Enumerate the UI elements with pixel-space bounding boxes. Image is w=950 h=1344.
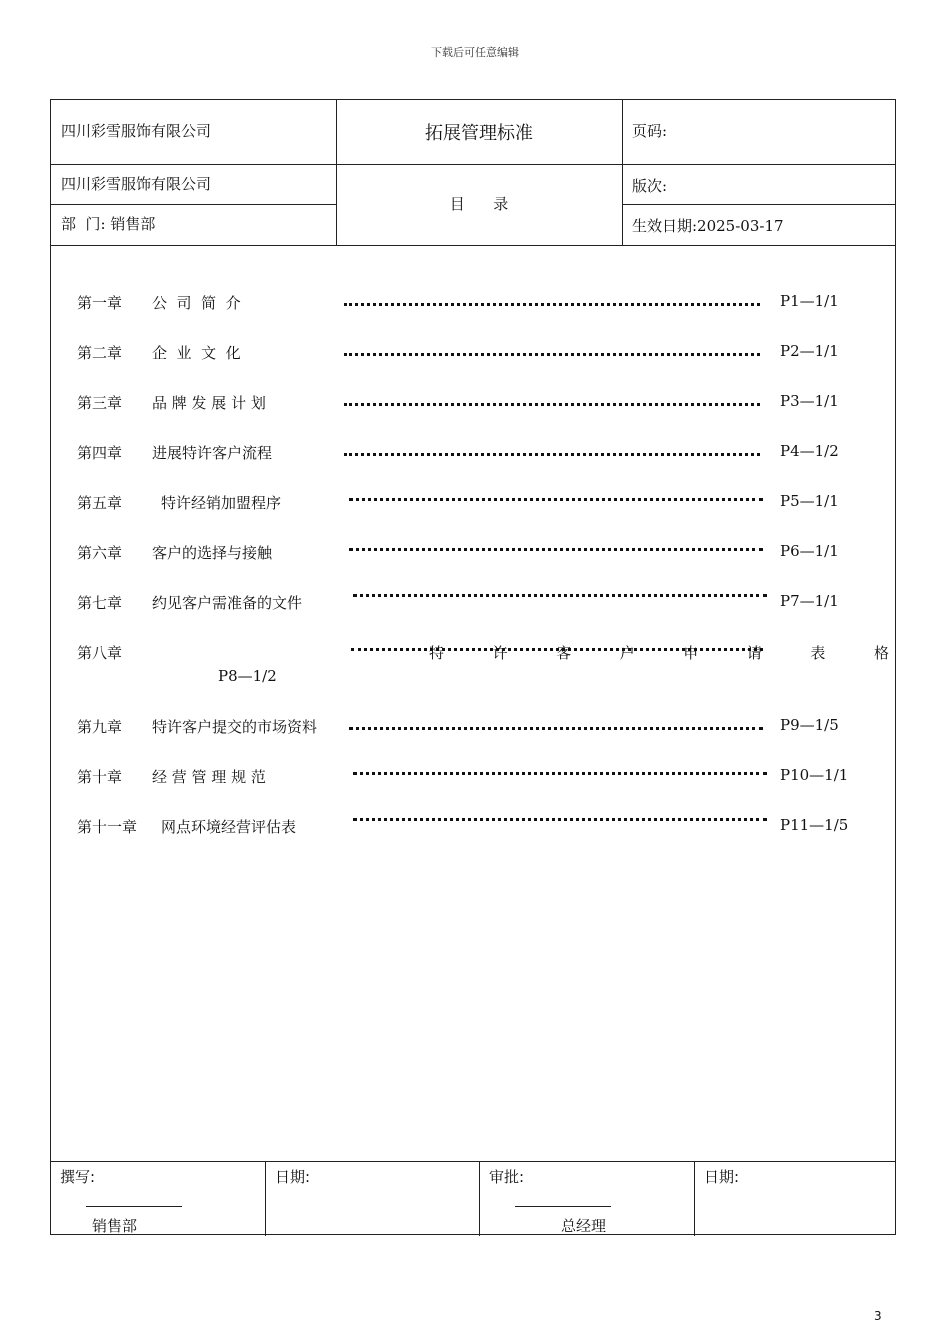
- signoff-table: [51, 1161, 895, 1236]
- toc-entry[interactable]: [51, 766, 895, 790]
- page-ref: P7—1/1: [780, 592, 839, 610]
- company-name-2: 四川彩雪服饰有限公司: [61, 175, 212, 193]
- version-label: 版次:: [632, 177, 668, 195]
- toc-entry[interactable]: [51, 342, 895, 366]
- page-ref: P10—1/1: [780, 766, 849, 784]
- chapter-number: 第十一章: [77, 818, 138, 836]
- page-ref: P6—1/1: [780, 542, 839, 560]
- effective-date: 生效日期:2025-03-17: [632, 217, 784, 235]
- page-number: 3: [874, 1309, 882, 1323]
- dot-leader: [353, 818, 767, 821]
- chapter-title: 网点环境经营评估表: [161, 818, 297, 836]
- dot-leader: [349, 548, 763, 551]
- document-title: 拓展管理标准: [425, 123, 533, 144]
- dot-leader: [344, 353, 760, 356]
- chapter-number: 第九章: [77, 718, 123, 736]
- chapter-number: 第四章: [77, 444, 123, 462]
- divider: [622, 204, 895, 205]
- chapter-title: 公 司 简 介: [152, 294, 241, 312]
- chapter-title: 企 业 文 化: [152, 344, 241, 362]
- page-ref: P8—1/2: [218, 667, 277, 685]
- toc-entry[interactable]: [51, 442, 895, 466]
- dot-leader: [344, 403, 760, 406]
- toc-entry[interactable]: [51, 542, 895, 566]
- chapter-number: 第一章: [77, 294, 123, 312]
- company-name: 四川彩雪服饰有限公司: [61, 122, 212, 140]
- header-table: [51, 100, 895, 246]
- toc-entry[interactable]: [51, 642, 895, 690]
- toc-heading: 目 录: [449, 195, 509, 213]
- dot-leader: [353, 594, 767, 597]
- page-ref: P1—1/1: [780, 292, 839, 310]
- chapter-title: 特 许 客 户 申 请 表 格: [429, 644, 889, 662]
- page-ref: P9—1/5: [780, 716, 839, 734]
- writer-label: 撰写:: [60, 1168, 96, 1186]
- toc-entry[interactable]: [51, 816, 895, 840]
- date-label: 日期:: [704, 1168, 740, 1186]
- chapter-title: 特许经销加盟程序: [161, 494, 282, 512]
- chapter-number: 第三章: [77, 394, 123, 412]
- dot-leader: [344, 303, 760, 306]
- signature-line: [86, 1206, 182, 1207]
- divider: [51, 164, 895, 165]
- toc-entry[interactable]: [51, 716, 895, 740]
- approver-label: 审批:: [489, 1168, 525, 1186]
- chapter-title: 品 牌 发 展 计 划: [152, 394, 266, 412]
- chapter-number: 第六章: [77, 544, 123, 562]
- chapter-number: 第五章: [77, 494, 123, 512]
- page-ref: P11—1/5: [780, 816, 849, 834]
- chapter-title: 客户的选择与接触: [152, 544, 273, 562]
- divider: [694, 1162, 695, 1236]
- toc-entry[interactable]: [51, 592, 895, 616]
- chapter-number: 第八章: [77, 644, 123, 662]
- signature-line: [515, 1206, 611, 1207]
- chapter-title: 进展特许客户流程: [152, 444, 273, 462]
- chapter-title: 经 营 管 理 规 范: [152, 768, 266, 786]
- toc-entry[interactable]: [51, 392, 895, 416]
- chapter-title: 特许客户提交的市场资料: [152, 718, 318, 736]
- chapter-number: 第十章: [77, 768, 123, 786]
- page-ref: P3—1/1: [780, 392, 839, 410]
- page-label: 页码:: [632, 122, 668, 140]
- divider: [51, 204, 336, 205]
- chapter-title: 约见客户需准备的文件: [152, 594, 303, 612]
- approver-signature: 总经理: [561, 1217, 607, 1235]
- toc-entry[interactable]: [51, 292, 895, 316]
- divider: [265, 1162, 266, 1236]
- dot-leader: [349, 498, 763, 501]
- chapter-number: 第二章: [77, 344, 123, 362]
- writer-signature: 销售部: [92, 1217, 138, 1235]
- toc-entry[interactable]: [51, 492, 895, 516]
- page-ref: P5—1/1: [780, 492, 839, 510]
- dot-leader: [349, 727, 763, 730]
- dot-leader: [344, 453, 760, 456]
- watermark-text: 下载后可任意编辑: [431, 46, 519, 59]
- date-label: 日期:: [275, 1168, 311, 1186]
- page-ref: P2—1/1: [780, 342, 839, 360]
- divider: [622, 100, 623, 245]
- dot-leader: [353, 772, 767, 775]
- document-frame: [50, 99, 896, 1235]
- divider: [479, 1162, 480, 1236]
- page-ref: P4—1/2: [780, 442, 839, 460]
- department: 部 门: 销售部: [61, 215, 156, 233]
- chapter-number: 第七章: [77, 594, 123, 612]
